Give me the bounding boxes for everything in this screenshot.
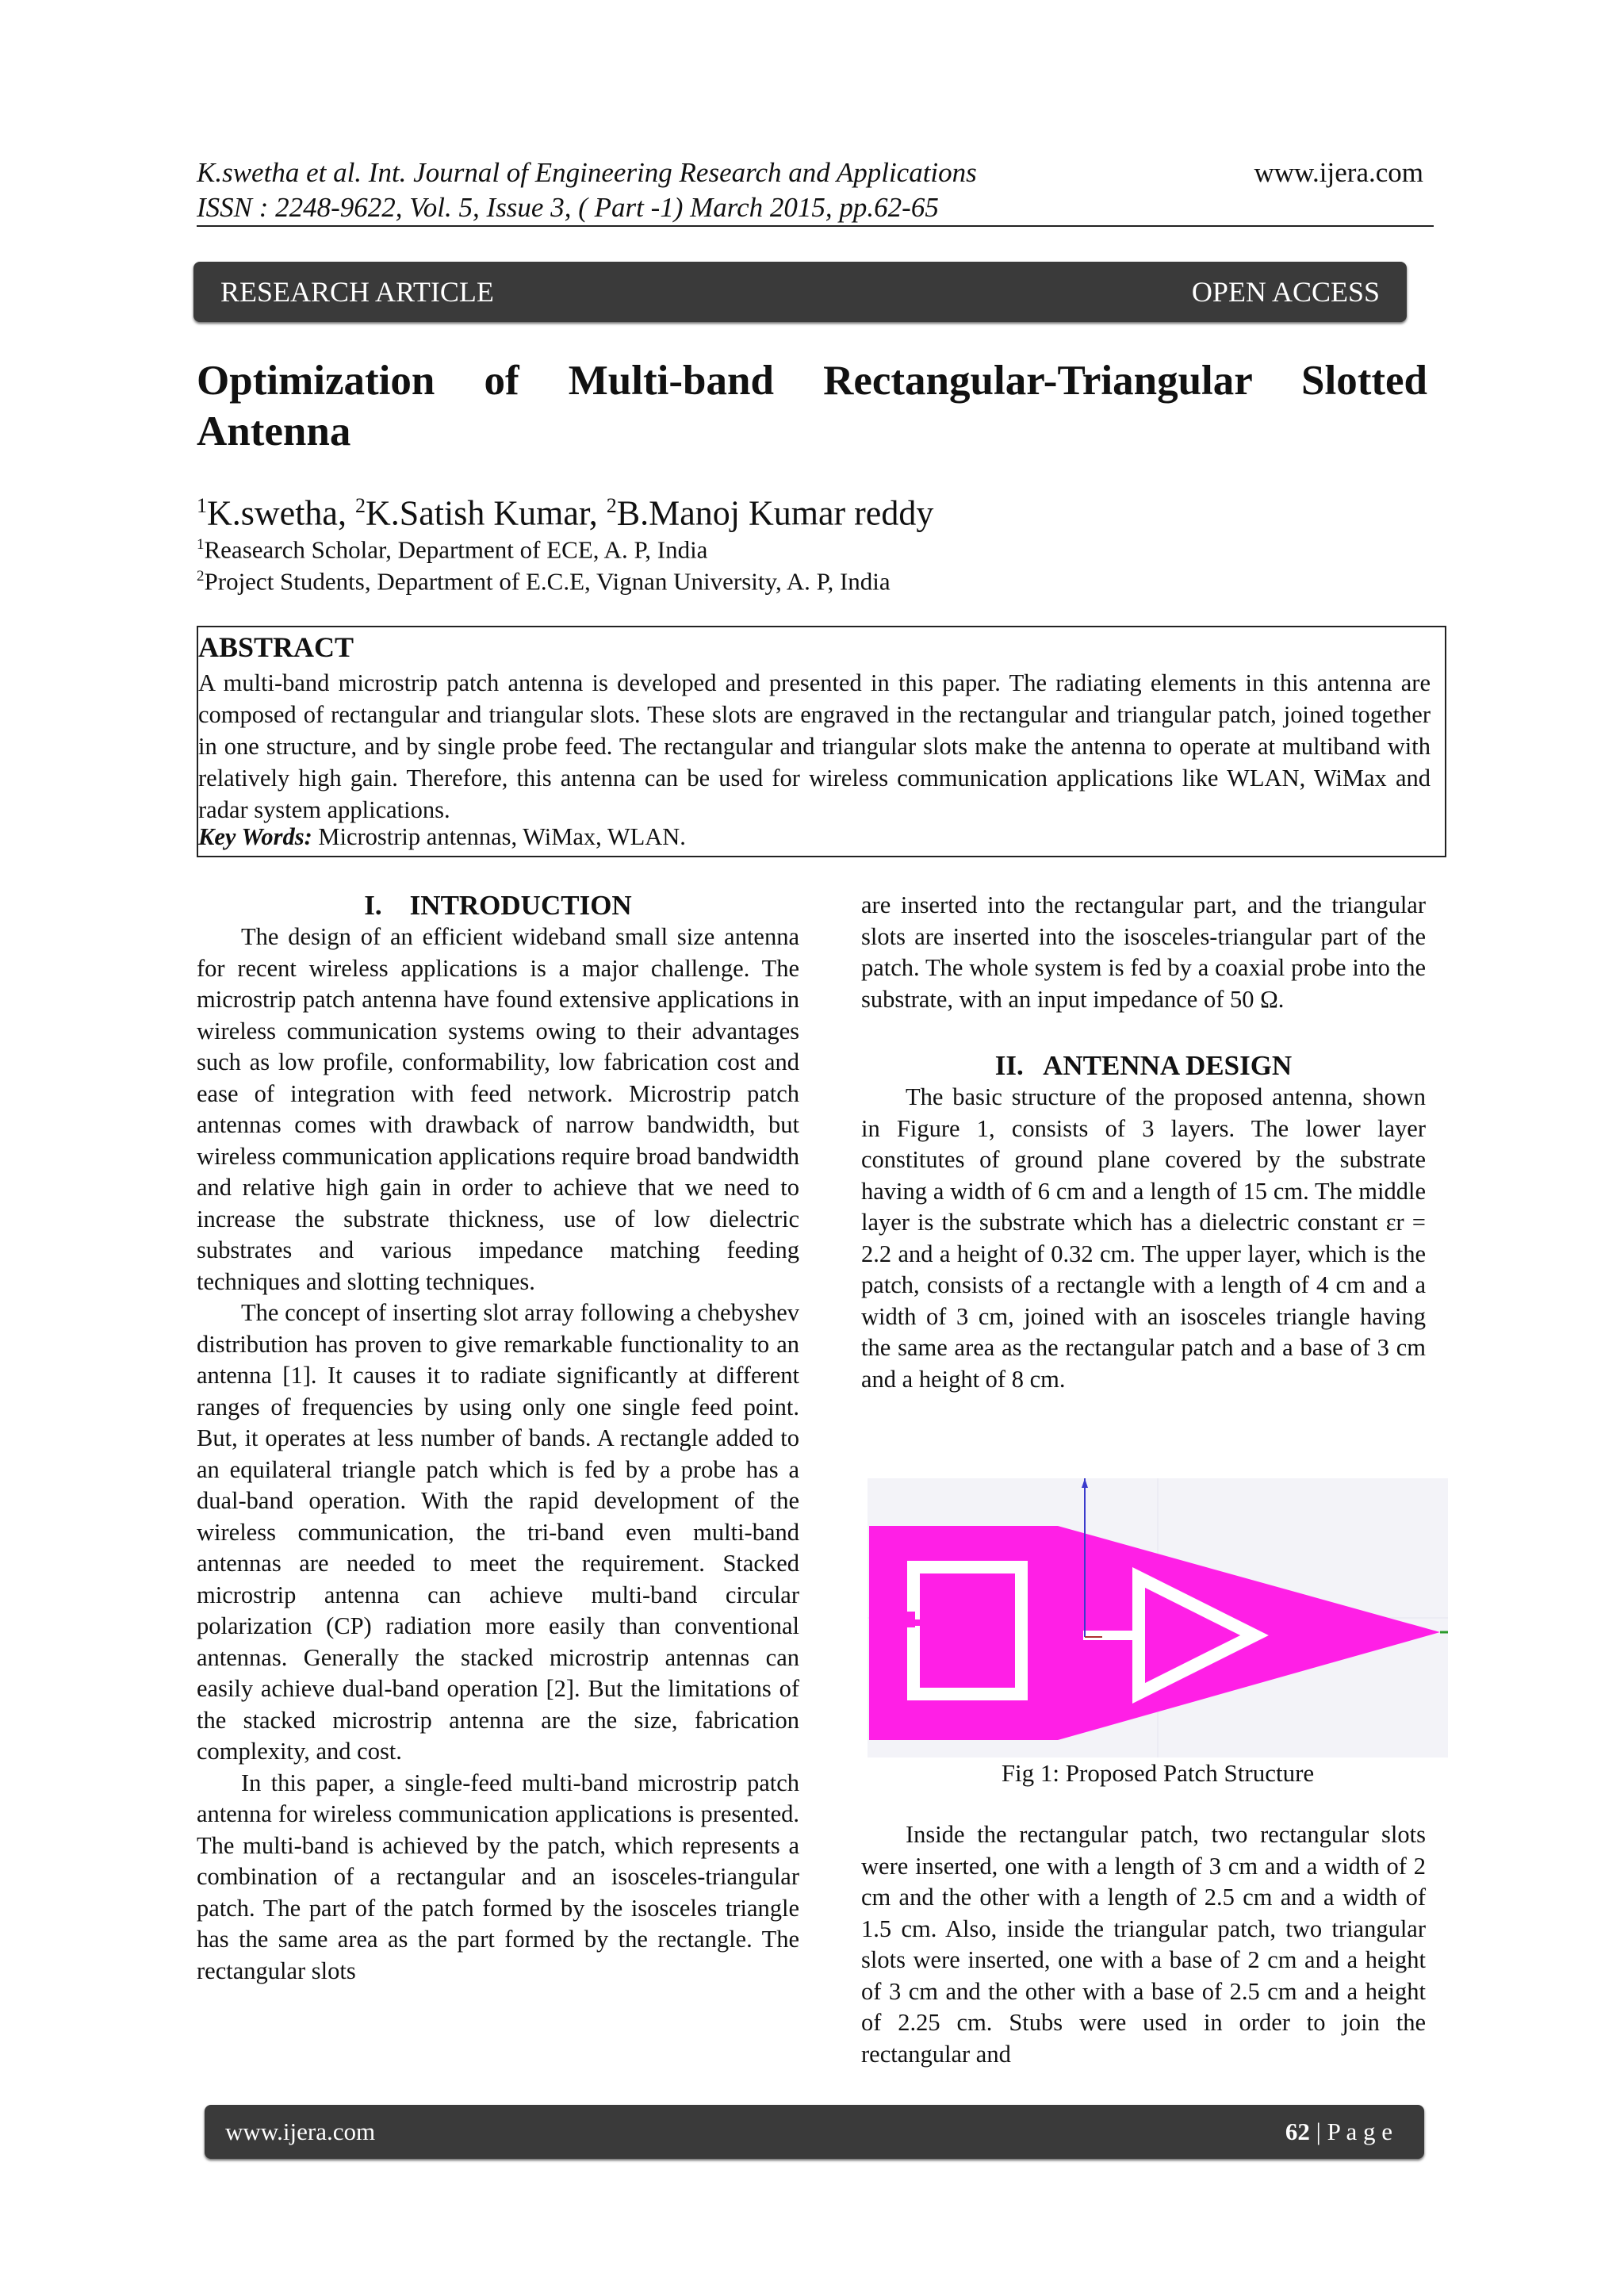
title-line-1: Optimization of Multi-band Rectangular-Triangular Slotted <box>197 358 1427 404</box>
design-paragraph-1: The basic structure of the proposed antenna, shown in Figure 1, consists of 3 layers. The lower layer constitutes of ground plane covered by the substrate having a width of 6 cm and a length of 15 cm. The middle layer is the substrate which has a dielectric constant εr = 2.2 and a height of 0.32 cm. The upper layer, which is the patch, consists of a rectangle with a length of 4 cm and a width of 3 cm, joined with an isosceles triangle having the same area as the rectangular patch and a base of 3 cm and a height of 8 cm. <box>861 1083 1426 1393</box>
journal-line-1: K.swetha et al. Int. Journal of Engineering Research and Applications <box>197 157 977 188</box>
paper-title <box>197 355 1427 457</box>
page-number-label <box>1285 2118 1392 2146</box>
footer-website[interactable]: www.ijera.com <box>225 2118 376 2145</box>
header-divider <box>197 225 1434 227</box>
header-website[interactable]: www.ijera.com <box>1254 157 1423 188</box>
affiliation-1-sup: 1 <box>197 536 205 553</box>
intro-paragraph-3: In this paper, a single-feed multi-band microstrip patch antenna for wireless communication applications is presented. The multi-band is achieved by the patch, which represents a combination of a rectangular and an isosceles-triangular patch. The part of the patch formed by the isosceles triangle has the same area as the part formed by the rectangle. The rectangular slots <box>197 1769 799 1984</box>
left-column <box>197 890 799 1987</box>
affiliation-2 <box>197 562 891 596</box>
abstract-text: A multi-band microstrip patch antenna is developed and presented in this paper. The radiating elements in this antenna are composed of rectangular and triangular slots. These slots are engraved in the rectangular and triangular patch, joined together in one structure, and by single probe feed. The rectangular and triangular slots make the antenna to operate at multiband with relatively high gain. Therefore, this antenna can be used for wireless communication applications like WLAN, WiMax and radar system applications. <box>198 669 1431 823</box>
author-1: K.swetha, <box>207 493 355 533</box>
affiliation-1 <box>197 530 707 565</box>
keywords-label: Key Words <box>198 823 304 850</box>
patch-structure-figure <box>868 1478 1448 1757</box>
page-label: | P a g e <box>1309 2118 1392 2145</box>
open-access-label: OPEN ACCESS <box>1191 276 1380 308</box>
affiliation-2-text: Project Students, Department of E.C.E, Vignan University, A. P, India <box>204 567 891 596</box>
author-1-sup: 1 <box>197 494 207 517</box>
figure-caption: Fig 1: Proposed Patch Structure <box>1001 1759 1315 1787</box>
title-line-2: Antenna <box>197 408 351 454</box>
intro-paragraph-2: The concept of inserting slot array following a chebyshev distribution has proven to give remarkable functionality to an antenna [1]. It causes it to radiate significantly at different ranges of frequencies by using only one single feed point. But, it operates at less number of bands. A rectangle added to an equilateral triangle patch which is fed by a probe has a dual-band operation. With the rapid development of the wireless communication, the tri-band even multi-band antennas are needed to meet the requirement. Stacked microstrip antenna can achieve multi-band circular polarization (CP) radiation more easily than conventional antennas. Generally the stacked microstrip antennas can easily achieve dual-band operation [2]. But the limitations of the stacked microstrip antenna are the size, fabrication complexity, and cost. <box>197 1299 799 1765</box>
section-heading-antenna-design: II. ANTENNA DESIGN <box>994 1050 1293 1081</box>
keywords-text: Microstrip antennas, WiMax, WLAN. <box>312 823 686 850</box>
intro-paragraph-1: The design of an efficient wideband small size antenna for recent wireless applications is a major challenge. The microstrip patch antenna have found extensive applications in wireless communication systems owing to their advantages such as low profile, conformability, low fabrication cost and ease of integration with feed network. Microstrip patch antennas comes with drawback of narrow bandwidth, but wireless communication applications require broad bandwidth and relative high gain in order to achieve that we need to increase the substrate thickness, use of low dielectric substrates and various impedance matching feeding techniques and slotting techniques. <box>197 923 799 1295</box>
page-number: 62 <box>1285 2118 1310 2145</box>
journal-header <box>197 155 977 225</box>
right-column-lower <box>861 1819 1426 2070</box>
affiliation-2-sup: 2 <box>197 568 205 585</box>
section-heading-introduction: I. INTRODUCTION <box>364 890 632 921</box>
right-column <box>861 890 1426 1395</box>
affiliation-1-text: Reasearch Scholar, Department of ECE, A. P, India <box>204 535 708 564</box>
author-list <box>197 484 933 536</box>
patch-structure-diagram <box>868 1478 1448 1757</box>
abstract-box <box>197 626 1446 857</box>
research-article-label: RESEARCH ARTICLE <box>220 276 494 308</box>
keywords <box>198 821 686 853</box>
abstract-heading: ABSTRACT <box>198 631 354 663</box>
author-3-sup: 2 <box>606 494 617 517</box>
article-type-banner <box>193 262 1407 322</box>
author-3: B.Manoj Kumar reddy <box>616 493 934 533</box>
design-paragraph-2: Inside the rectangular patch, two rectangular slots were inserted, one with a length of 3 cm and a width of 2 cm and the other with a length of 2.5 cm and a width of 1.5 cm. Also, inside the triangular patch, two triangular slots were inserted, one with a base of 2 cm and a height of 3 cm and the other with a base of 2.5 cm and a height of 2.25 cm. Stubs were used in order to join the rectangular and <box>861 1821 1426 2068</box>
intro-continuation: are inserted into the rectangular part, and the triangular slots are inserted into the isosceles-triangular part of the patch. The whole system is fed by a coaxial probe into the substrate, with an input impedance of 50 Ω. <box>861 891 1426 1013</box>
page-footer <box>205 2105 1424 2159</box>
author-2: K.Satish Kumar, <box>365 493 607 533</box>
author-2-sup: 2 <box>354 494 366 517</box>
keywords-colon: : <box>304 823 312 850</box>
journal-line-2: ISSN : 2248-9622, Vol. 5, Issue 3, ( Part -1) March 2015, pp.62-65 <box>197 192 939 223</box>
